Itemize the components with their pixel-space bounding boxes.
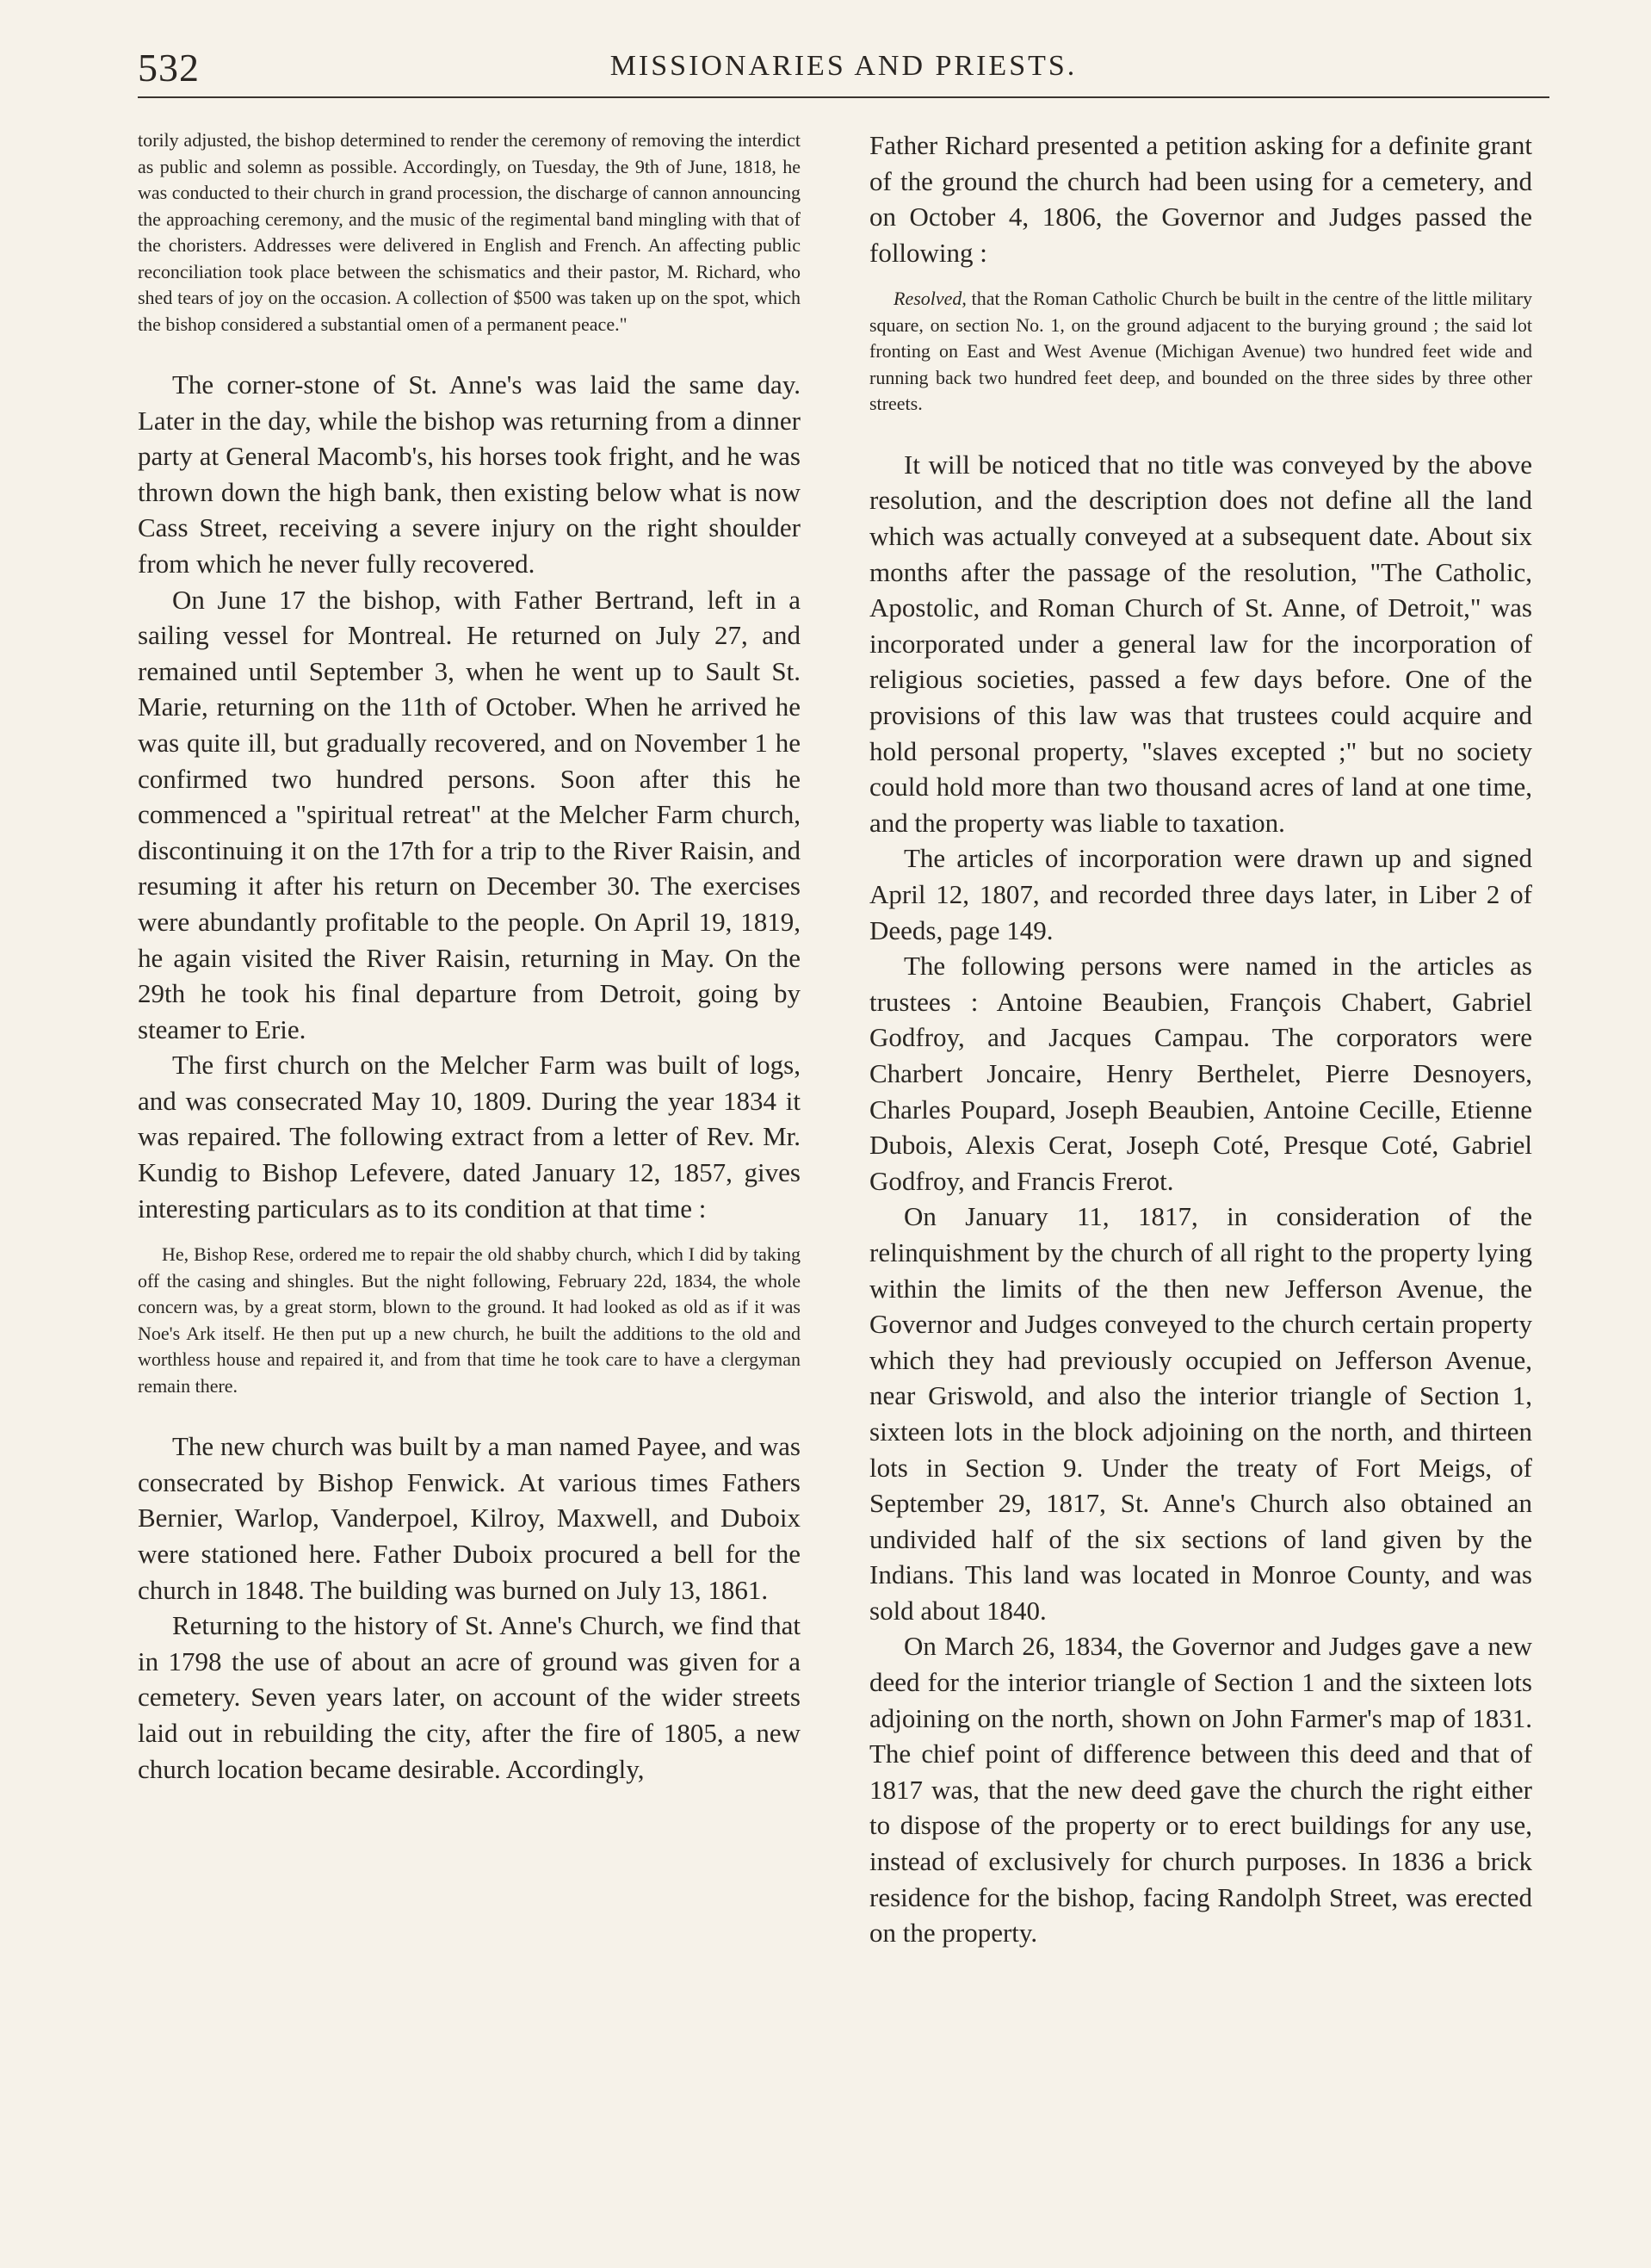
right-column (869, 127, 1532, 1951)
paragraph: Father Richard presented a petition asking for a definite grant of the ground the church had been using for a cemetery, and on October 4, 1806, the Governor and Judges passed the following : (869, 130, 1532, 268)
quote-continuation: torily adjusted, the bishop determined to render the ceremony of removing the interdict as public and solemn as possible. Accordingly, on Tuesday, the 9th of June, 1818, he was conducted to their church in grand procession, the discharge of cannon announcing the approaching ceremony, and the music of the regimental band mingling with that of the choristers. Addresses were delivered in English and French. An affecting public reconciliation took place between the schismatics and their pastor, M. Richard, who shed tears of joy on the occasion. A collection of $500 was taken up on the spot, which the bishop considered a substantial omen of a permanent peace." (138, 129, 801, 335)
paragraph: The corner-stone of St. Anne's was laid the same day. Later in the day, while the bishop was returning from a dinner party at General Macomb's, his horses took fright, and he was thrown down the high bank, then existing below what is now Cass Street, receiving a severe injury on the right shoulder from which he never fully recovered. (138, 369, 801, 579)
resolution-text: , that the Roman Catholic Church be built in the centre of the little military square, on section No. 1, on the ground adjacent to the burying ground ; the said lot fronting on East and West Avenue (Michigan Avenue) two hundred feet wide and running back two hundred feet deep, and bounded on the three sides by three other streets. (869, 288, 1532, 415)
paragraph: The articles of incorporation were drawn up and signed April 12, 1807, and recorded three days later, in Liber 2 of Deeds, page 149. (869, 843, 1532, 945)
paragraph: It will be noticed that no title was conveyed by the above resolution, and the description does not define all the land which was actually conveyed at a subsequent date. About six months after the passage of the resolution, "The Catholic, Apostolic, and Roman Church of St. Anne, of Detroit," was incorporated under a general law for the incorporation of religious societies, passed a few days before. One of the provisions of this law was that trustees could acquire and hold personal property, "slaves excepted ;" but no society could hold more than two thousand acres of land at one time, and the property was liable to taxation. (869, 449, 1532, 838)
paragraph: On June 17 the bishop, with Father Bertrand, left in a sailing vessel for Montreal. He returned on July 27, and remained until September 3, when he went up to Sault St. Marie, returning on the 11th of October. When he arrived he was quite ill, but gradually recovered, and on November 1 he confirmed two hundred persons. Soon after this he commenced a "spiritual retreat" at the Melcher Farm church, discontinuing it on the 17th for a trip to the River Raisin, and resuming it after his return on December 30. The exercises were abundantly profitable to the people. On April 19, 1819, he again visited the River Raisin, returning in May. On the 29th he took his final departure from Detroit, going by steamer to Erie. (138, 584, 801, 1044)
left-column (138, 127, 801, 1787)
letter-extract: He, Bishop Rese, ordered me to repair the old shabby church, which I did by taking off the casing and shingles. But the night following, February 22d, 1834, the whole concern was, by a great storm, blown to the ground. It had looked as old as if it was Noe's Ark itself. He then put up a new church, he built the additions to the old and worthless house and repaired it, and from that time he took care to have a clergyman remain there. (138, 1243, 801, 1397)
paragraph: Returning to the history of St. Anne's Church, we find that in 1798 the use of about an acre of ground was given for a cemetery. Seven years later, on account of the wider streets laid out in rebuilding the city, after the fire of 1805, a new church location became desirable. Accordingly, (138, 1610, 801, 1784)
paragraph: On March 26, 1834, the Governor and Judges gave a new deed for the interior triangle of Section 1 and the sixteen lots adjoining on the north, shown on John Farmer's map of 1831. The chief point of difference between this deed and that of 1817 was, that the new deed gave the church the right either to dispose of the property or to erect buildings for any use, instead of exclusively for church purposes. In 1836 a brick residence for the bishop, facing Randolph Street, was erected on the property. (869, 1631, 1532, 1949)
paragraph: The first church on the Melcher Farm was built of logs, and was consecrated May 10, 1809. During the year 1834 it was repaired. The following extract from a letter of Rev. Mr. Kundig to Bishop Lefevere, dated January 12, 1857, gives interesting particulars as to its condition at that time : (138, 1050, 801, 1224)
paragraph: On January 11, 1817, in consideration of the relinquishment by the church of all right to the property lying within the limits of the then new Jefferson Avenue, the Governor and Judges conveyed to the church certain property which they had previously occupied on Jefferson Avenue, near Griswold, and also the interior triangle of Section 1, sixteen lots in the block adjoining on the north, and thirteen lots in Section 9. Under the treaty of Fort Meigs, of September 29, 1817, St. Anne's Church also obtained an undivided half of the six sections of land given by the Indians. This land was located in Monroe County, and was sold about 1840. (869, 1201, 1532, 1626)
paragraph: The following persons were named in the articles as trustees : Antoine Beaubien, François Chabert, Gabriel Godfroy, and Jacques Campau. The corporators were Charbert Joncaire, Henry Berthelet, Pierre Desnoyers, Charles Poupard, Joseph Beaubien, Antoine Cecille, Etienne Dubois, Alexis Cerat, Joseph Coté, Presque Coté, Gabriel Godfroy, and Francis Frerot. (869, 951, 1532, 1196)
running-head: MISSIONARIES AND PRIESTS. (609, 50, 1078, 82)
page-header (138, 43, 1549, 98)
resolution-label: Resolved (894, 288, 962, 310)
page-number: 532 (138, 46, 200, 90)
paragraph: The new church was built by a man named Payee, and was consecrated by Bishop Fenwick. At various times Fathers Bernier, Warlop, Vanderpoel, Kilroy, Maxwell, and Duboix were stationed here. Father Duboix procured a bell for the church in 1848. The building was burned on July 13, 1861. (138, 1431, 801, 1605)
resolution-extract (869, 286, 1532, 418)
